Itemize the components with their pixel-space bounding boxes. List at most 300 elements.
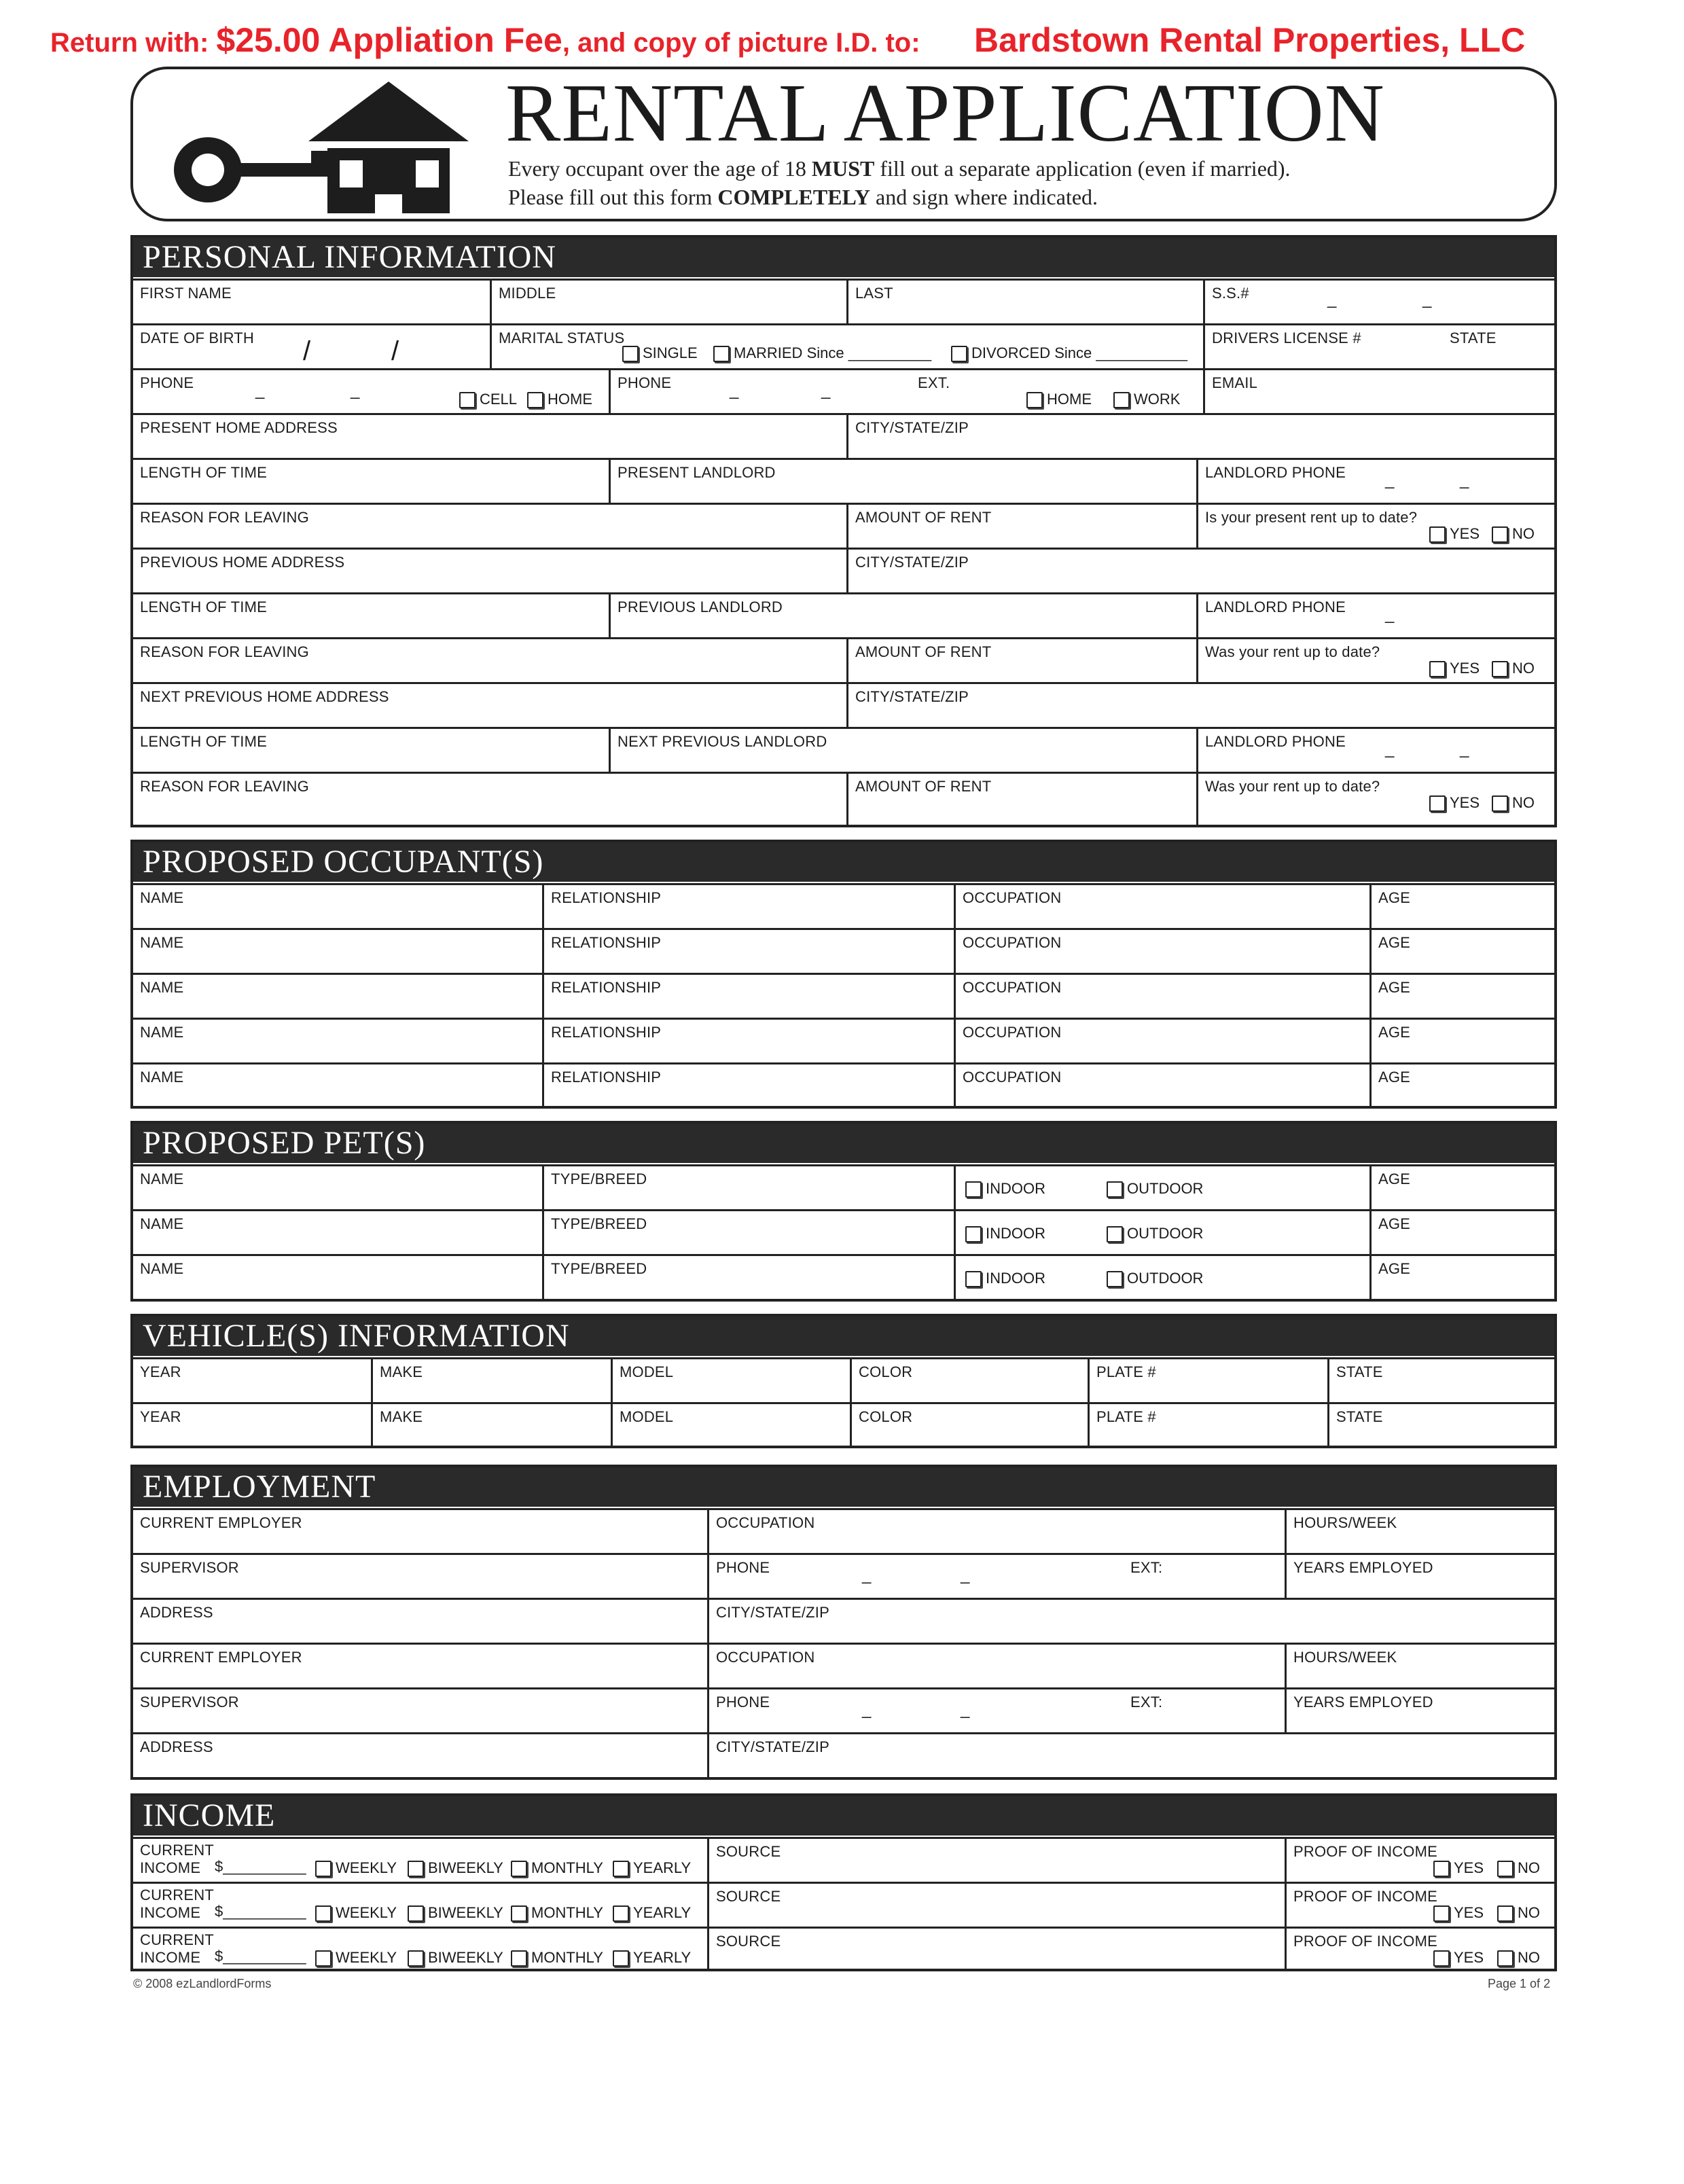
next-previous-landlord-phone-field[interactable]	[1196, 729, 1554, 772]
occupant-relationship-field[interactable]	[542, 1020, 954, 1062]
income-source-field[interactable]	[707, 1929, 1285, 1971]
proof-yes-checkbox[interactable]: YES	[1433, 1859, 1484, 1877]
income-section	[130, 1793, 1557, 1971]
cell-checkbox[interactable]: CELL	[459, 391, 517, 408]
proof-yes-checkbox[interactable]: YES	[1433, 1904, 1484, 1922]
previous-landlord-field[interactable]	[609, 594, 1196, 637]
checkbox-icon[interactable]	[1107, 1271, 1123, 1287]
field-label: PROOF OF INCOME	[1293, 1888, 1437, 1905]
weekly-checkbox[interactable]: WEEKLY	[315, 1904, 397, 1922]
field-label: STATE	[1336, 1363, 1383, 1380]
checkbox-icon[interactable]	[315, 1905, 332, 1922]
section-title: PERSONAL INFORMATION	[133, 238, 1554, 277]
field-label: CITY/STATE/ZIP	[855, 554, 969, 571]
occupant-row	[133, 928, 1554, 973]
hours-week-field[interactable]	[1285, 1645, 1554, 1687]
field-label: CURRENT	[140, 1886, 214, 1903]
field-label: AMOUNT OF RENT	[855, 509, 992, 526]
years-employed-field[interactable]	[1285, 1555, 1554, 1598]
instruction-prefix: Return with:	[50, 28, 217, 58]
email-field[interactable]	[1203, 370, 1554, 413]
pet-age-field[interactable]	[1369, 1211, 1554, 1254]
income-source-field[interactable]	[707, 1839, 1285, 1882]
checkbox-icon[interactable]	[1429, 661, 1446, 677]
present-rent-yes-checkbox[interactable]: YES	[1429, 525, 1480, 543]
present-landlord-phone-field[interactable]	[1196, 460, 1554, 503]
next-previous-city-state-zip-field[interactable]	[846, 684, 1554, 727]
field-label: COLOR	[859, 1363, 913, 1380]
field-label: PROOF OF INCOME	[1293, 1933, 1437, 1950]
first-name-field[interactable]	[133, 281, 490, 323]
field-label: ADDRESS	[140, 1738, 213, 1755]
checkbox-icon[interactable]	[1497, 1861, 1513, 1877]
previous-reason-field[interactable]	[133, 639, 846, 682]
employer-field[interactable]	[133, 1645, 707, 1687]
field-label: OCCUPATION	[963, 934, 1062, 951]
checkbox-icon[interactable]	[1492, 526, 1508, 543]
occupant-age-field[interactable]	[1369, 975, 1554, 1018]
home-checkbox-2[interactable]: HOME	[1026, 391, 1092, 408]
field-label: PLATE #	[1096, 1408, 1156, 1425]
monthly-checkbox[interactable]: MONTHLY	[511, 1949, 603, 1967]
field-label: PHONE	[716, 1694, 770, 1711]
present-length-field[interactable]	[133, 460, 609, 503]
last-name-field[interactable]	[846, 281, 1203, 323]
field-label: YEARS EMPLOYED	[1293, 1694, 1433, 1711]
pet-name-field[interactable]	[133, 1211, 542, 1254]
yearly-checkbox[interactable]: YEARLY	[613, 1904, 691, 1922]
previous-rent-amount-field[interactable]	[846, 639, 1196, 682]
middle-name-field[interactable]	[490, 281, 846, 323]
field-label: OCCUPATION	[963, 1069, 1062, 1086]
field-label: AGE	[1378, 934, 1411, 951]
occupant-relationship-field[interactable]	[542, 885, 954, 928]
section-title: VEHICLE(S) INFORMATION	[133, 1317, 1554, 1356]
name-row	[133, 279, 1554, 323]
pet-type-field[interactable]	[542, 1211, 954, 1254]
checkbox-icon[interactable]	[1113, 392, 1130, 408]
previous-length-field[interactable]	[133, 594, 609, 637]
income-amount-field[interactable]	[133, 1839, 707, 1882]
checkbox-icon[interactable]	[511, 1861, 527, 1877]
indoor-checkbox[interactable]: INDOOR	[965, 1180, 1045, 1198]
previous-address-field[interactable]	[133, 550, 846, 592]
employment-section	[130, 1465, 1557, 1780]
vehicle-make-field[interactable]	[371, 1359, 611, 1402]
occupant-occupation-field[interactable]	[954, 1020, 1369, 1062]
checkbox-icon[interactable]	[1433, 1905, 1450, 1922]
previous-rent-uptodate-field	[1196, 639, 1554, 682]
key-house-logo-icon	[160, 75, 486, 217]
personal-information-section	[130, 235, 1557, 827]
biweekly-checkbox[interactable]: BIWEEKLY	[408, 1859, 503, 1877]
employer-phone-field[interactable]	[707, 1689, 1285, 1732]
instruction-middle: , and copy of picture I.D. to:	[562, 28, 920, 58]
checkbox-icon[interactable]	[1433, 1861, 1450, 1877]
indoor-checkbox[interactable]: INDOOR	[965, 1270, 1045, 1287]
vehicle-model-field[interactable]	[611, 1404, 850, 1448]
field-label: _	[961, 1700, 970, 1719]
section-title: PROPOSED PET(S)	[133, 1124, 1554, 1163]
yearly-checkbox[interactable]: YEARLY	[613, 1859, 691, 1877]
checkbox-icon[interactable]	[613, 1861, 629, 1877]
field-label: AGE	[1378, 1215, 1411, 1232]
income-row	[133, 1837, 1554, 1882]
checkbox-icon[interactable]	[965, 1226, 982, 1242]
field-label: CURRENT	[140, 1931, 214, 1948]
field-label: TYPE/BREED	[551, 1170, 647, 1187]
field-label: HOURS/WEEK	[1293, 1514, 1397, 1531]
supervisor-field[interactable]	[133, 1555, 707, 1598]
checkbox-icon[interactable]	[511, 1905, 527, 1922]
field-label: NAME	[140, 1260, 184, 1277]
next-previous-address-row	[133, 682, 1554, 727]
outdoor-checkbox[interactable]: OUTDOOR	[1107, 1180, 1203, 1198]
vehicle-year-field[interactable]	[133, 1359, 371, 1402]
weekly-checkbox[interactable]: WEEKLY	[315, 1949, 397, 1967]
field-label: OCCUPATION	[716, 1649, 815, 1666]
present-reason-field[interactable]	[133, 505, 846, 548]
form-title: RENTAL APPLICATION	[505, 67, 1385, 159]
field-label: NAME	[140, 979, 184, 996]
field-label: RELATIONSHIP	[551, 934, 662, 951]
present-city-state-zip-field[interactable]	[846, 415, 1554, 458]
income-amount-field[interactable]	[133, 1884, 707, 1927]
field-label: CURRENT EMPLOYER	[140, 1514, 302, 1531]
field-label: TYPE/BREED	[551, 1215, 647, 1232]
checkbox-icon[interactable]	[527, 392, 543, 408]
yearly-checkbox[interactable]: YEARLY	[613, 1949, 691, 1967]
occupant-row	[133, 973, 1554, 1018]
vehicle-plate-field[interactable]	[1088, 1404, 1327, 1448]
next-previous-reason-field[interactable]	[133, 774, 846, 827]
proof-no-checkbox[interactable]: NO	[1497, 1859, 1540, 1877]
field-label: RELATIONSHIP	[551, 1069, 662, 1086]
field-label: OCCUPATION	[716, 1514, 815, 1531]
field-label: MIDDLE	[499, 285, 556, 302]
checkbox-icon[interactable]	[965, 1181, 982, 1198]
pet-type-field[interactable]	[542, 1166, 954, 1209]
vehicle-year-field[interactable]	[133, 1404, 371, 1448]
proof-no-checkbox[interactable]: NO	[1497, 1949, 1540, 1967]
field-label: PREVIOUS LANDLORD	[617, 598, 783, 615]
field-label: PRESENT LANDLORD	[617, 464, 776, 481]
occupant-name-field[interactable]	[133, 930, 542, 973]
checkbox-icon[interactable]	[1497, 1950, 1513, 1967]
field-label: $__________	[215, 1903, 306, 1920]
field-label: AGE	[1378, 1170, 1411, 1187]
phone-field-2[interactable]	[609, 370, 1203, 413]
field-label: YEAR	[140, 1363, 181, 1380]
field-label: _	[351, 381, 360, 399]
dob-marital-row	[133, 323, 1554, 368]
pet-location-field	[954, 1166, 1369, 1209]
section-title: INCOME	[133, 1796, 1554, 1836]
vehicle-color-field[interactable]	[850, 1404, 1088, 1448]
checkbox-icon[interactable]	[408, 1905, 424, 1922]
occupant-occupation-field[interactable]	[954, 975, 1369, 1018]
pet-name-field[interactable]	[133, 1166, 542, 1209]
next-previous-reason-row	[133, 772, 1554, 827]
previous-address-row	[133, 548, 1554, 592]
present-landlord-field[interactable]	[609, 460, 1196, 503]
occupant-age-field[interactable]	[1369, 885, 1554, 928]
indoor-checkbox[interactable]: INDOOR	[965, 1225, 1045, 1242]
employer-field[interactable]	[133, 1510, 707, 1553]
proposed-pets-section	[130, 1121, 1557, 1302]
company-name: Bardstown Rental Properties, LLC	[974, 21, 1526, 59]
instruction-fee: $25.00 Appliation Fee	[216, 21, 562, 59]
field-label: STATE	[1336, 1408, 1383, 1425]
years-employed-field[interactable]	[1285, 1689, 1554, 1732]
field-label: RELATIONSHIP	[551, 979, 662, 996]
vehicle-state-field[interactable]	[1327, 1404, 1554, 1448]
checkbox-icon[interactable]	[459, 392, 476, 408]
checkbox-icon[interactable]	[1433, 1950, 1450, 1967]
field-label: ADDRESS	[140, 1604, 213, 1621]
next-previous-rent-amount-field[interactable]	[846, 774, 1196, 827]
vehicle-make-field[interactable]	[371, 1404, 611, 1448]
checkbox-icon[interactable]	[315, 1861, 332, 1877]
field-label: REASON FOR LEAVING	[140, 509, 309, 526]
proof-no-checkbox[interactable]: NO	[1497, 1904, 1540, 1922]
occupant-occupation-field[interactable]	[954, 1064, 1369, 1109]
checkbox-icon[interactable]	[511, 1950, 527, 1967]
field-label: _	[1385, 471, 1395, 489]
outdoor-checkbox[interactable]: OUTDOOR	[1107, 1270, 1203, 1287]
previous-city-state-zip-field[interactable]	[846, 550, 1554, 592]
field-label: EXT:	[1130, 1559, 1163, 1576]
field-label: PHONE	[617, 374, 672, 391]
field-label: INCOME	[140, 1904, 201, 1921]
field-label: PROOF OF INCOME	[1293, 1843, 1437, 1860]
field-label: SUPERVISOR	[140, 1694, 239, 1711]
field-label: CITY/STATE/ZIP	[716, 1604, 829, 1621]
supervisor-field[interactable]	[133, 1689, 707, 1732]
field-label: _	[961, 1566, 970, 1584]
field-label: LENGTH OF TIME	[140, 464, 267, 481]
previous-rent-yes-checkbox[interactable]: YES	[1429, 660, 1480, 677]
single-checkbox[interactable]: SINGLE	[622, 344, 698, 362]
checkbox-icon[interactable]	[1429, 795, 1446, 812]
field-label: _	[255, 381, 265, 399]
employer-city-state-zip-field[interactable]	[707, 1734, 1554, 1780]
field-label: CURRENT	[140, 1842, 214, 1859]
checkbox-icon[interactable]	[951, 346, 967, 362]
occupant-row	[133, 1018, 1554, 1062]
field-label: _	[1327, 290, 1337, 308]
income-amount-field[interactable]	[133, 1929, 707, 1971]
ssn-field[interactable]	[1203, 281, 1554, 323]
pet-row	[133, 1209, 1554, 1254]
pet-name-field[interactable]	[133, 1256, 542, 1302]
field-label: NAME	[140, 934, 184, 951]
field-label: Was your rent up to date?	[1205, 643, 1380, 660]
occupant-occupation-field[interactable]	[954, 885, 1369, 928]
next-previous-address-field[interactable]	[133, 684, 846, 727]
checkbox-icon[interactable]	[315, 1950, 332, 1967]
previous-landlord-phone-field[interactable]	[1196, 594, 1554, 637]
field-label: YEARS EMPLOYED	[1293, 1559, 1433, 1576]
field-label: LANDLORD PHONE	[1205, 464, 1346, 481]
checkbox-icon[interactable]	[1497, 1905, 1513, 1922]
divorced-checkbox[interactable]: DIVORCED Since ___________	[951, 344, 1187, 362]
present-rent-amount-field[interactable]	[846, 505, 1196, 548]
checkbox-icon[interactable]	[965, 1271, 982, 1287]
field-label: SOURCE	[716, 1888, 781, 1905]
field-label: LAST	[855, 285, 893, 302]
next-previous-length-field[interactable]	[133, 729, 609, 772]
field-label: PLATE #	[1096, 1363, 1156, 1380]
checkbox-icon[interactable]	[622, 346, 639, 362]
pet-row	[133, 1254, 1554, 1302]
field-label: _	[1385, 740, 1395, 758]
field-label: AGE	[1378, 1024, 1411, 1041]
monthly-checkbox[interactable]: MONTHLY	[511, 1904, 603, 1922]
employment-occupation-field[interactable]	[707, 1645, 1285, 1687]
field-label: EXT.	[918, 374, 950, 391]
field-label: DRIVERS LICENSE #	[1212, 329, 1361, 346]
next-previous-rent-no-checkbox[interactable]: NO	[1492, 794, 1535, 812]
field-label: FIRST NAME	[140, 285, 232, 302]
instruction-line-2: Please fill out this form COMPLETELY and sign where indicated.	[508, 185, 1098, 209]
employer-address-field[interactable]	[133, 1734, 707, 1780]
pet-type-field[interactable]	[542, 1256, 954, 1302]
next-previous-landlord-field[interactable]	[609, 729, 1196, 772]
occupant-age-field[interactable]	[1369, 1064, 1554, 1109]
biweekly-checkbox[interactable]: BIWEEKLY	[408, 1949, 503, 1967]
supervisor-row	[133, 1553, 1554, 1598]
present-address-field[interactable]	[133, 415, 846, 458]
occupant-occupation-field[interactable]	[954, 930, 1369, 973]
present-rent-uptodate-field	[1196, 505, 1554, 548]
checkbox-icon[interactable]	[1429, 526, 1446, 543]
next-previous-rent-yes-checkbox[interactable]: YES	[1429, 794, 1480, 812]
home-checkbox[interactable]: HOME	[527, 391, 592, 408]
pet-age-field[interactable]	[1369, 1166, 1554, 1209]
field-label: YEAR	[140, 1408, 181, 1425]
phone-field-1[interactable]	[133, 370, 609, 413]
outdoor-checkbox[interactable]: OUTDOOR	[1107, 1225, 1203, 1242]
checkbox-icon[interactable]	[408, 1861, 424, 1877]
field-label: _	[862, 1700, 872, 1719]
pet-row	[133, 1164, 1554, 1209]
employment-occupation-field[interactable]	[707, 1510, 1285, 1553]
field-label: MARITAL STATUS	[499, 329, 625, 346]
field-label: PHONE	[140, 374, 194, 391]
field-label: SOURCE	[716, 1933, 781, 1950]
occupant-row	[133, 1062, 1554, 1109]
work-checkbox[interactable]: WORK	[1113, 391, 1180, 408]
checkbox-icon[interactable]	[1107, 1226, 1123, 1242]
marital-status-field	[490, 325, 1203, 368]
occupant-age-field[interactable]	[1369, 930, 1554, 973]
previous-rent-no-checkbox[interactable]: NO	[1492, 660, 1535, 677]
field-label: NAME	[140, 889, 184, 906]
employer-address-field[interactable]	[133, 1600, 707, 1643]
form-header	[130, 67, 1557, 221]
employer-address-row	[133, 1598, 1554, 1643]
field-label: AMOUNT OF RENT	[855, 778, 992, 795]
proof-yes-checkbox[interactable]: YES	[1433, 1949, 1484, 1967]
employer-phone-field[interactable]	[707, 1555, 1285, 1598]
occupant-relationship-field[interactable]	[542, 1064, 954, 1109]
field-label: OCCUPATION	[963, 889, 1062, 906]
field-label: INCOME	[140, 1949, 201, 1966]
vehicle-row	[133, 1402, 1554, 1448]
income-source-field[interactable]	[707, 1884, 1285, 1927]
occupant-age-field[interactable]	[1369, 1020, 1554, 1062]
field-label: LENGTH OF TIME	[140, 733, 267, 750]
phone-row	[133, 368, 1554, 413]
vehicle-state-field[interactable]	[1327, 1359, 1554, 1402]
occupant-name-field[interactable]	[133, 1064, 542, 1109]
field-label: LENGTH OF TIME	[140, 598, 267, 615]
field-label: AGE	[1378, 1069, 1411, 1086]
field-label: CITY/STATE/ZIP	[716, 1738, 829, 1755]
vehicle-plate-field[interactable]	[1088, 1359, 1327, 1402]
field-label: _	[1422, 290, 1432, 308]
income-row	[133, 1927, 1554, 1971]
weekly-checkbox[interactable]: WEEKLY	[315, 1859, 397, 1877]
occupant-relationship-field[interactable]	[542, 930, 954, 973]
field-label: MAKE	[380, 1363, 423, 1380]
occupant-name-field[interactable]	[133, 1020, 542, 1062]
occupant-name-field[interactable]	[133, 975, 542, 1018]
pet-age-field[interactable]	[1369, 1256, 1554, 1302]
checkbox-icon[interactable]	[1107, 1181, 1123, 1198]
hours-week-field[interactable]	[1285, 1510, 1554, 1553]
occupant-name-field[interactable]	[133, 885, 542, 928]
field-label: NAME	[140, 1170, 184, 1187]
date-of-birth-field[interactable]	[133, 325, 490, 368]
field-label: AGE	[1378, 889, 1411, 906]
field-label: DATE OF BIRTH	[140, 329, 255, 346]
field-label: $__________	[215, 1948, 306, 1965]
checkbox-icon[interactable]	[1026, 392, 1043, 408]
biweekly-checkbox[interactable]: BIWEEKLY	[408, 1904, 503, 1922]
monthly-checkbox[interactable]: MONTHLY	[511, 1859, 603, 1877]
field-label: /	[391, 336, 399, 366]
checkbox-icon[interactable]	[613, 1905, 629, 1922]
checkbox-icon[interactable]	[1492, 661, 1508, 677]
page-number: Page 1 of 2	[1488, 1977, 1551, 1990]
checkbox-icon[interactable]	[613, 1950, 629, 1967]
employer-city-state-zip-field[interactable]	[707, 1600, 1554, 1643]
field-label: REASON FOR LEAVING	[140, 778, 309, 795]
drivers-license-field[interactable]	[1203, 325, 1554, 368]
checkbox-icon[interactable]	[408, 1950, 424, 1967]
vehicle-color-field[interactable]	[850, 1359, 1088, 1402]
present-rent-no-checkbox[interactable]: NO	[1492, 525, 1535, 543]
field-label: AGE	[1378, 979, 1411, 996]
section-title: EMPLOYMENT	[133, 1467, 1554, 1507]
field-label: OCCUPATION	[963, 1024, 1062, 1041]
section-title: PROPOSED OCCUPANT(S)	[133, 842, 1554, 882]
proof-of-income-field	[1285, 1929, 1554, 1971]
field-label: REASON FOR LEAVING	[140, 643, 309, 660]
next-previous-rent-uptodate-field	[1196, 774, 1554, 827]
field-label: STATE	[1450, 329, 1497, 346]
occupant-relationship-field[interactable]	[542, 975, 954, 1018]
field-label: $__________	[215, 1858, 306, 1875]
checkbox-icon[interactable]	[713, 346, 730, 362]
field-label: COLOR	[859, 1408, 913, 1425]
vehicle-model-field[interactable]	[611, 1359, 850, 1402]
married-checkbox[interactable]: MARRIED Since __________	[713, 344, 931, 362]
pet-location-field	[954, 1256, 1369, 1302]
checkbox-icon[interactable]	[1492, 795, 1508, 812]
